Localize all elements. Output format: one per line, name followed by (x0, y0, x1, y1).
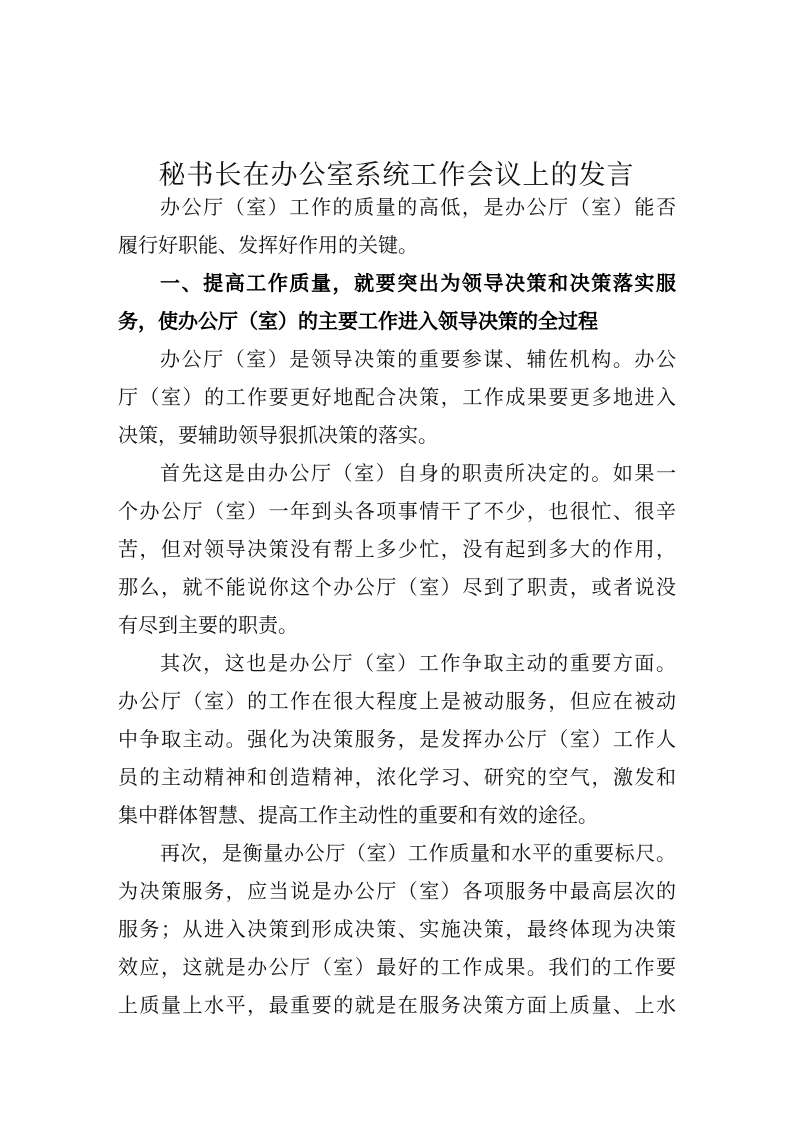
text-line: 办公厅（室）是领导决策的重要参谋、辅佐机构。办公 (160, 347, 676, 371)
section-heading (118, 264, 676, 340)
text-line: 有尽到主要的职责。 (118, 613, 298, 637)
text-line: 集中群体智慧、提高工作主动性的重要和有效的途径。 (118, 803, 598, 827)
text-line: 首先这是由办公厅（室）自身的职责所决定的。如果一 (160, 461, 676, 485)
text-line: 办公厅（室）工作的质量的高低，是办公厅（室）能否 (160, 195, 676, 219)
document-title: 秘书长在办公室系统工作会议上的发言 (158, 160, 635, 192)
text-line: 那么，就不能说你这个办公厅（室）尽到了职责，或者说没 (118, 575, 676, 599)
document-body (118, 188, 676, 1024)
text-line: 务，使办公厅（室）的主要工作进入领导决策的全过程 (118, 309, 598, 333)
text-line: 苦，但对领导决策没有帮上多少忙，没有起到多大的作用， (118, 537, 676, 561)
paragraph (118, 454, 676, 644)
paragraph (118, 188, 676, 264)
text-line: 厅（室）的工作要更好地配合决策，工作成果要更多地进入 (118, 385, 676, 409)
text-line: 个办公厅（室）一年到头各项事情干了不少，也很忙、很辛 (118, 499, 676, 523)
text-line: 为决策服务，应当说是办公厅（室）各项服务中最高层次的 (118, 879, 676, 903)
text-line: 办公厅（室）的工作在很大程度上是被动服务，但应在被动 (118, 689, 676, 713)
paragraph (118, 834, 676, 1024)
text-line: 服务；从进入决策到形成决策、实施决策，最终体现为决策 (118, 917, 676, 941)
text-line: 中争取主动。强化为决策服务，是发挥办公厅（室）工作人 (118, 727, 676, 751)
text-line: 上质量上水平，最重要的就是在服务决策方面上质量、上水 (118, 993, 676, 1017)
text-line: 员的主动精神和创造精神，浓化学习、研究的空气，激发和 (118, 765, 676, 789)
text-line: 再次，是衡量办公厅（室）工作质量和水平的重要标尺。 (160, 841, 676, 865)
paragraph (118, 340, 676, 454)
text-line: 履行好职能、发挥好作用的关键。 (118, 233, 418, 257)
text-line: 一、提高工作质量，就要突出为领导决策和决策落实服 (160, 271, 676, 295)
text-line: 效应，这就是办公厅（室）最好的工作成果。我们的工作要 (118, 955, 676, 979)
text-line: 其次，这也是办公厅（室）工作争取主动的重要方面。 (160, 651, 676, 675)
paragraph (118, 644, 676, 834)
text-line: 决策，要辅助领导狠抓决策的落实。 (118, 423, 438, 447)
